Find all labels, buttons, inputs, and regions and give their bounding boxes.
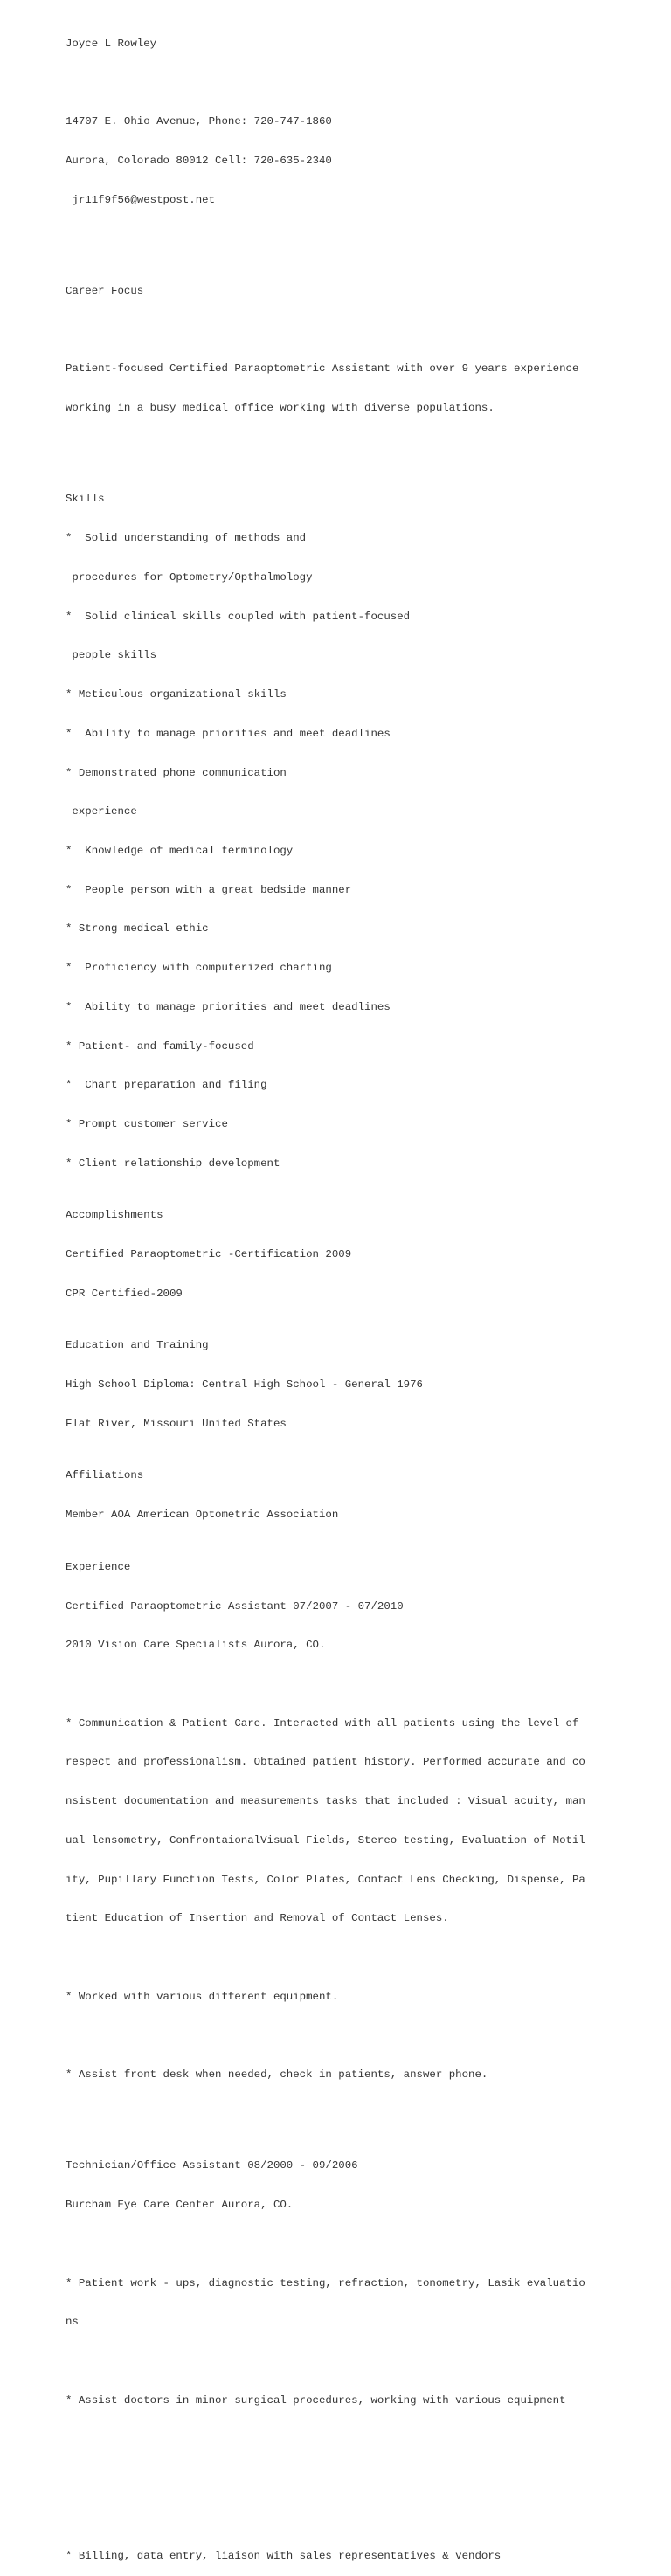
job-bullet-line: ns	[66, 2316, 79, 2329]
skill-line: * Meticulous organizational skills	[66, 688, 287, 701]
spacer	[66, 77, 660, 90]
skill-line: * Chart preparation and filing	[66, 1079, 267, 1092]
job-title-line: Technician/Office Assistant 08/2000 - 09/2006	[66, 2159, 358, 2172]
skill-line: * Client relationship development	[66, 1157, 280, 1170]
education-line: High School Diploma: Central High School - General 1976	[66, 1378, 423, 1392]
job-bullet-line: * Billing, data entry, liaison with sales representatives & vendors	[66, 2550, 502, 2563]
spacer	[66, 441, 660, 454]
skill-line: experience	[66, 805, 137, 818]
skills-heading: Skills	[66, 493, 105, 506]
skill-line: * Solid clinical skills coupled with patient-focused	[66, 610, 411, 623]
job-title-line: Certified Paraoptometric Assistant 07/2007 - 07/2010	[66, 1599, 404, 1613]
skill-line: * Knowledge of medical terminology	[66, 844, 294, 857]
spacer	[66, 2355, 660, 2368]
accomplishment-line: Certified Paraoptometric -Certification 2009	[66, 1248, 352, 1261]
career-focus-line: Patient-focused Certified Paraoptometric Assistant with over 9 years experience	[66, 363, 579, 376]
spacer	[66, 2029, 660, 2042]
skill-line: * People person with a great bedside manner	[66, 883, 352, 896]
skill-line: * Patient- and family-focused	[66, 1039, 254, 1053]
experience-heading: Experience	[66, 1560, 131, 1573]
job-bullet-line: ual lensometry, ConfrontaionalVisual Fields, Stereo testing, Evaluation of Motil	[66, 1834, 585, 1847]
affiliations-heading: Affiliations	[66, 1469, 144, 1482]
spacer	[66, 1951, 660, 1965]
job-bullet-line: ity, Pupillary Function Tests, Color Plates, Contact Lens Checking, Dispense, Pa	[66, 1873, 585, 1886]
skill-line: * Proficiency with computerized charting	[66, 962, 332, 975]
spacer	[66, 2108, 660, 2121]
skill-line: people skills	[66, 649, 157, 662]
spacer	[66, 1678, 660, 1691]
affiliation-line: Member AOA American Optometric Association	[66, 1509, 339, 1522]
job-bullet-line: * Assist front desk when needed, check in patients, answer phone.	[66, 2068, 488, 2082]
email-address: jr11f9f56@westpost.net	[66, 193, 216, 206]
job-bullet-line: * Assist doctors in minor surgical procedures, working with various equipment	[66, 2393, 566, 2407]
address-line-1: 14707 E. Ohio Avenue, Phone: 720-747-1860	[66, 115, 332, 128]
resume-document	[66, 11, 660, 2576]
education-heading: Education and Training	[66, 1339, 209, 1352]
career-focus-heading: Career Focus	[66, 285, 144, 297]
job-bullet-line: * Communication & Patient Care. Interacted with all patients using the level of	[66, 1716, 579, 1730]
spacer	[66, 232, 660, 245]
accomplishments-heading: Accomplishments	[66, 1209, 163, 1222]
education-line: Flat River, Missouri United States	[66, 1417, 287, 1430]
job-bullet-line: tient Education of Insertion and Removal of Contact Lenses.	[66, 1912, 449, 1925]
job-bullet-line: * Patient work - ups, diagnostic testing, refraction, tonometry, Lasik evaluatio	[66, 2276, 585, 2289]
address-line-2: Aurora, Colorado 80012 Cell: 720-635-2340	[66, 154, 332, 167]
skill-line: * Demonstrated phone communication	[66, 766, 287, 779]
spacer	[66, 2433, 660, 2524]
job-employer-line: Burcham Eye Care Center Aurora, CO.	[66, 2199, 294, 2212]
skill-line: procedures for Optometry/Opthalmology	[66, 570, 313, 584]
skill-line: * Ability to manage priorities and meet deadlines	[66, 1000, 391, 1013]
spacer	[66, 2238, 660, 2251]
skill-line: * Solid understanding of methods and	[66, 532, 307, 545]
skill-line: * Strong medical ethic	[66, 922, 209, 936]
job-bullet-line: nsistent documentation and measurements tasks that included : Visual acuity, man	[66, 1795, 585, 1808]
job-bullet-line: respect and professionalism. Obtained patient history. Performed accurate and co	[66, 1756, 585, 1769]
job-employer-line: 2010 Vision Care Specialists Aurora, CO.	[66, 1639, 326, 1652]
job-bullet-line: * Worked with various different equipment.	[66, 1990, 339, 2003]
skill-line: * Ability to manage priorities and meet deadlines	[66, 727, 391, 740]
career-focus-line: working in a busy medical office working with diverse populations.	[66, 402, 495, 415]
resume-name: Joyce L Rowley	[66, 37, 157, 50]
spacer	[66, 324, 660, 337]
accomplishment-line: CPR Certified-2009	[66, 1287, 183, 1300]
skill-line: * Prompt customer service	[66, 1117, 228, 1130]
